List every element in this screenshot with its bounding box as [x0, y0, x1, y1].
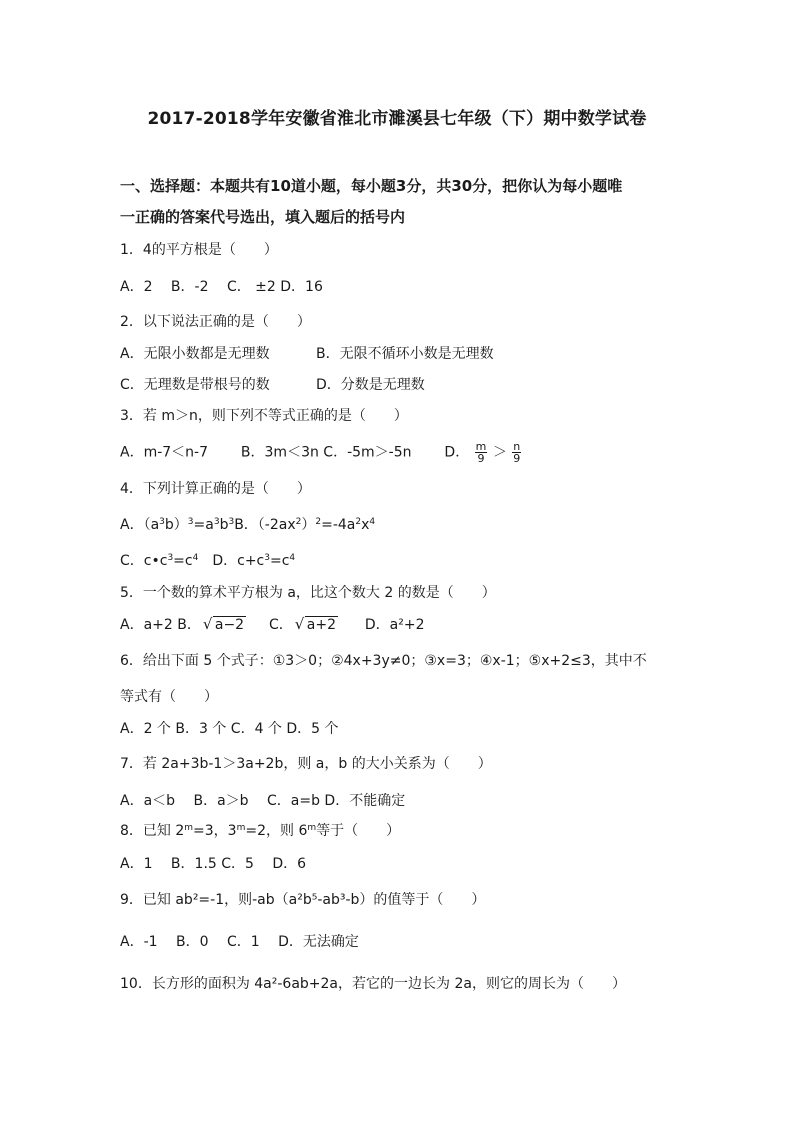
question-6-options: A．2 个 B．3 个 C．4 个 D．5 个 [120, 721, 339, 737]
question-2-option-c: C．无理数是带根号的数 [120, 377, 270, 393]
question-7: 7．若 2a+3b-1＞3a+2b，则 a，b 的大小关系为（ ） [120, 756, 492, 772]
question-3: 3．若 m＞n，则下列不等式正确的是（ ） [120, 408, 408, 424]
question-1: 1．4的平方根是（ ） [120, 242, 278, 258]
question-9: 9．已知 ab²=-1，则-ab（a²b⁵-ab³-b）的值等于（ ） [120, 892, 486, 908]
section-heading-line1: 一、选择题：本题共有10道小题，每小题3分，共30分，把你认为每小题唯 [120, 177, 623, 195]
question-8-options: A．1 B．1.5 C．5 D．6 [120, 856, 307, 872]
question-2-option-b: B．无限不循环小数是无理数 [316, 346, 494, 362]
question-7-options: A．a＜b B．a＞b C．a=b D．不能确定 [120, 793, 406, 809]
question-6: 6．给出下面 5 个式子：①3＞0；②4x+3y≠0；③x=3；④x-1；⑤x+2≤3，其中不 [120, 653, 647, 669]
radical-a-plus-2: √ a+2 [294, 615, 336, 633]
page-title: 2017-2018学年安徽省淮北市濉溪县七年级（下）期中数学试卷 [147, 109, 647, 129]
question-3-option-d-label: D． [444, 444, 470, 461]
question-8: 8．已知 $2^m=3$，$3^m=2$，则 6$^m$等于（ ） [120, 823, 401, 839]
question-2-option-a: A．无限小数都是无理数 [120, 346, 270, 362]
question-5: 5．一个数的算术平方根为 a，比这个数大 2 的数是（ ） [120, 585, 496, 601]
question-5-options: A．a+2 B． √ a−2 C． √ a+2 D．a²+2 [120, 615, 425, 633]
question-10: 10．长方形的面积为 4a²-6ab+2a，若它的一边长为 2a，则它的周长为（ ） [120, 976, 626, 992]
question-4-options-cd: C．$c•c^3=c^4$ D．$c+c^3=c^4$ [120, 553, 296, 569]
question-3-options: A．m-7＜n-7 B．3m＜3n C．-5m＞-5n D． $\frac{m}{9}$ ＞ $\frac{n}{9}$ [120, 440, 521, 465]
question-6-continued: 等式有（ ） [120, 689, 218, 705]
question-4-options-ab: A．$(a^3b)^3=a^3b^3B$．$(-2ax^2)^2=-4a^2x^4$ [120, 517, 376, 533]
fraction-m-over-9: $\frac{m}{9}$ [475, 440, 487, 465]
section-heading-line2: 一正确的答案代号选出，填入题后的括号内 [120, 208, 406, 226]
question-3-option-bc: B．3m＜3n C．-5m＞-5n [240, 444, 412, 461]
radical-a-minus-2: √ a−2 [202, 615, 245, 633]
fraction-n-over-9: $\frac{n}{9}$ [513, 440, 521, 465]
question-2-option-d: D．分数是无理数 [316, 377, 425, 393]
question-3-option-a: A．m-7＜n-7 [120, 444, 209, 461]
question-4: 4．下列计算正确的是（ ） [120, 481, 311, 497]
question-2: 2．以下说法正确的是（ ） [120, 314, 311, 330]
question-1-options: A．2 B．-2 C． ±2 D．16 [120, 279, 323, 295]
question-9-options: A．-1 B．0 C．1 D．无法确定 [120, 934, 359, 950]
